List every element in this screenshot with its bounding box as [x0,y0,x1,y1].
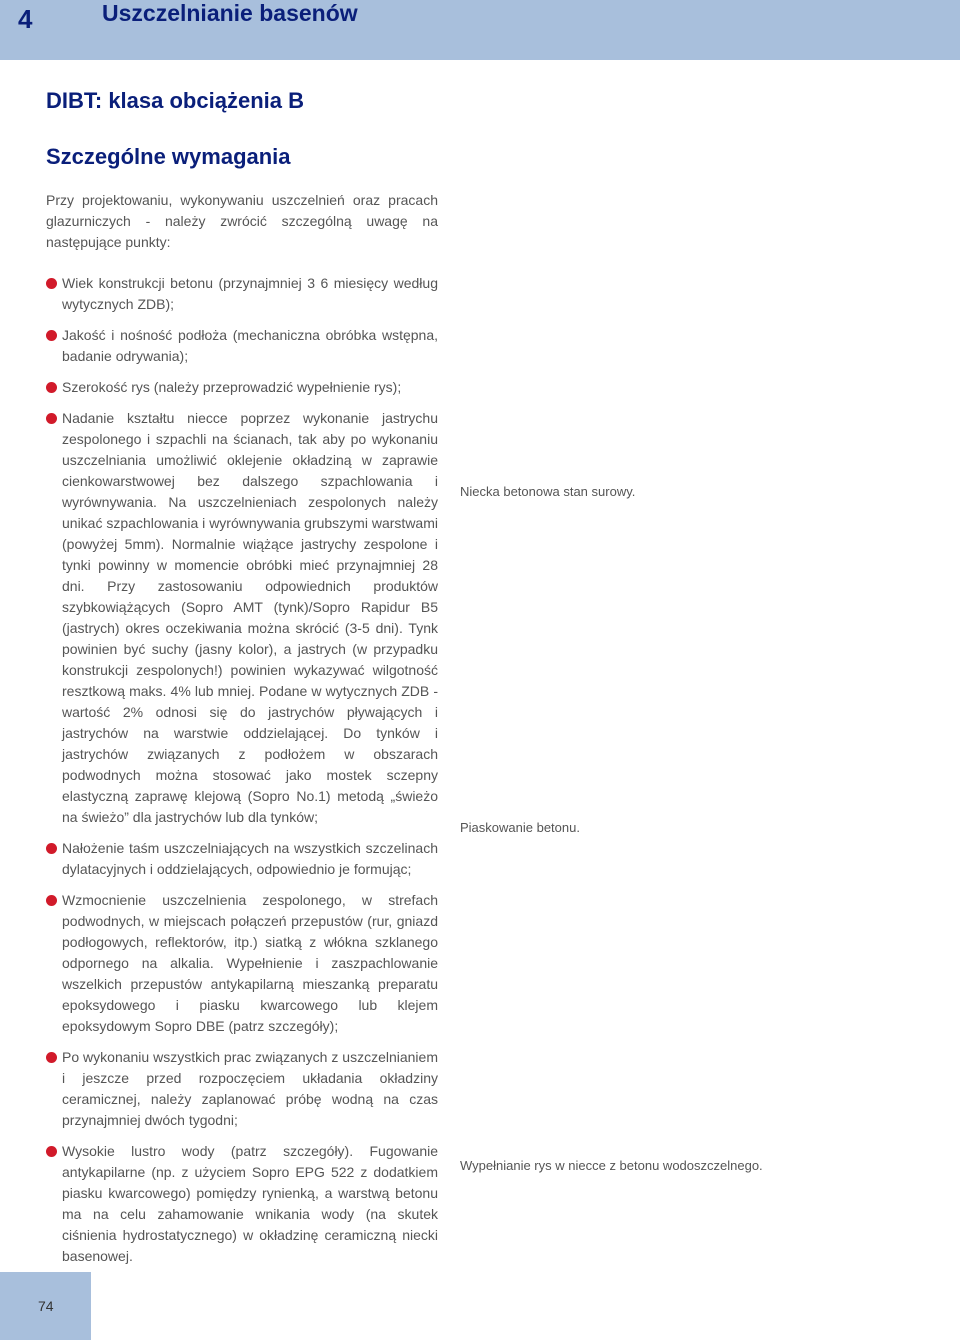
intro-paragraph: Przy projektowaniu, wykonywaniu uszczelnień oraz pracach glazurniczych - należy zwrócić szczególną uwagę na następujące punkty: [46,192,438,250]
bullet-dot-icon [46,278,57,289]
chapter-number: 4 [18,4,33,34]
chapter-header-bar [0,0,960,60]
list-item-text: Szerokość rys (należy przeprowadzić wypełnienie rys); [62,379,402,395]
list-item-text: Nadanie kształtu niecce poprzez wykonanie jastrychu zespolonego i szpachli na ścianach, tak aby po wykonaniu uszczelniania umożliwić oklejenie okładziną w zaprawie cienkowarstwowej bez dalszego szpachlowania i wyrównywania. Na uszczelnieniach zespolonych należy unikać szpachlowania i wyrównywania grubszymi warstwami (powyżej 5mm). Normalnie wiążące jastrychy zespolone i tynki powinny w momencie obróbki mieć przynajmniej 28 dni. Przy zastosowaniu odpowiednich produktów szybkowiążących (Sopro AMT (tynk)/Sopro Rapidur B5 (jastrych) okres oczekiwania można skrócić (3-5 dni). Tynk powinien być suchy (jasny kolor), a jastrych (w przypadku konstrukcji zespolonych!) powinien wykazywać wilgotność resztkową maks. 4% lub mniej. Podane w wytycznych ZDB - wartość 2% odnosi się do jastrychów pływających i jastrychów na warstwie oddzielającej. Do tynków i jastrychów związanych z podłożem w obszarach podwodnych można stosować jako mostek sczepny elastyczną zaprawę klejową (Sopro No.1) metodą „świeżo na świeżo” dla jastrychów lub dla tynków; [62,410,438,825]
list-item-text: Jakość i nośność podłoża (mechaniczna obróbka wstępna, badanie odrywania); [62,327,438,364]
list-item [46,890,438,1037]
bullet-dot-icon [46,895,57,906]
list-item [46,1047,438,1131]
subsection-heading: Szczególne wymagania [46,144,291,169]
image-caption: Niecka betonowa stan surowy. [460,484,636,499]
list-item [46,273,438,315]
list-item-text: Wiek konstrukcji betonu (przynajmniej 3 6 miesięcy według wytycznych ZDB); [62,275,438,312]
bullet-dot-icon [46,1146,57,1157]
list-item [46,325,438,367]
requirements-list [46,273,438,1267]
list-item-text: Po wykonaniu wszystkich prac związanych z uszczelnianiem i jeszcze przed rozpoczęciem układania okładziny ceramicznej, należy zaplanować próbę wodną na czas przynajmniej dwóch tygodni; [62,1049,438,1128]
list-item [46,1141,438,1267]
chapter-title: Uszczelnianie basenów [102,0,358,26]
image-caption: Wypełnianie rys w niecce z betonu wodoszczelnego. [460,1158,763,1173]
bullet-dot-icon [46,843,57,854]
list-item-text: Nałożenie taśm uszczelniających na wszystkich szczelinach dylatacyjnych i oddzielających, odpowiednio je formując; [62,840,438,877]
list-item [46,408,438,828]
list-item [46,838,438,880]
bullet-dot-icon [46,413,57,424]
page-number-box [0,1272,91,1340]
bullet-dot-icon [46,1052,57,1063]
bullet-dot-icon [46,382,57,393]
image-caption: Piaskowanie betonu. [460,820,580,835]
list-item-text: Wzmocnienie uszczelnienia zespolonego, w strefach podwodnych, w miejscach połączeń przepustów (rur, gniazd podłogowych, reflektorów, itp.) siatką z włókna szklanego odpornego na alkalia. Wypełnienie i zaszpachlowanie wszelkich przepustów antykapilarną mieszanką preparatu epoksydowego i piasku kwarcowego lub klejem epoksydowym Sopro DBE (patrz szczegóły); [62,892,438,1034]
page-number: 74 [38,1298,54,1314]
section-heading: DIBT: klasa obciążenia B [46,88,304,113]
list-item-text: Wysokie lustro wody (patrz szczegóły). Fugowanie antykapilarne (np. z użyciem Sopro EPG 522 z dodatkiem piasku kwarcowego) pomiędzy rynienką, a warstwą betonu ma na celu zahamowanie wnikania wody (na skutek ciśnienia hydrostatycznego) w okładzinę ceramiczną niecki basenowej. [62,1143,438,1264]
list-item [46,377,438,398]
bullet-dot-icon [46,330,57,341]
